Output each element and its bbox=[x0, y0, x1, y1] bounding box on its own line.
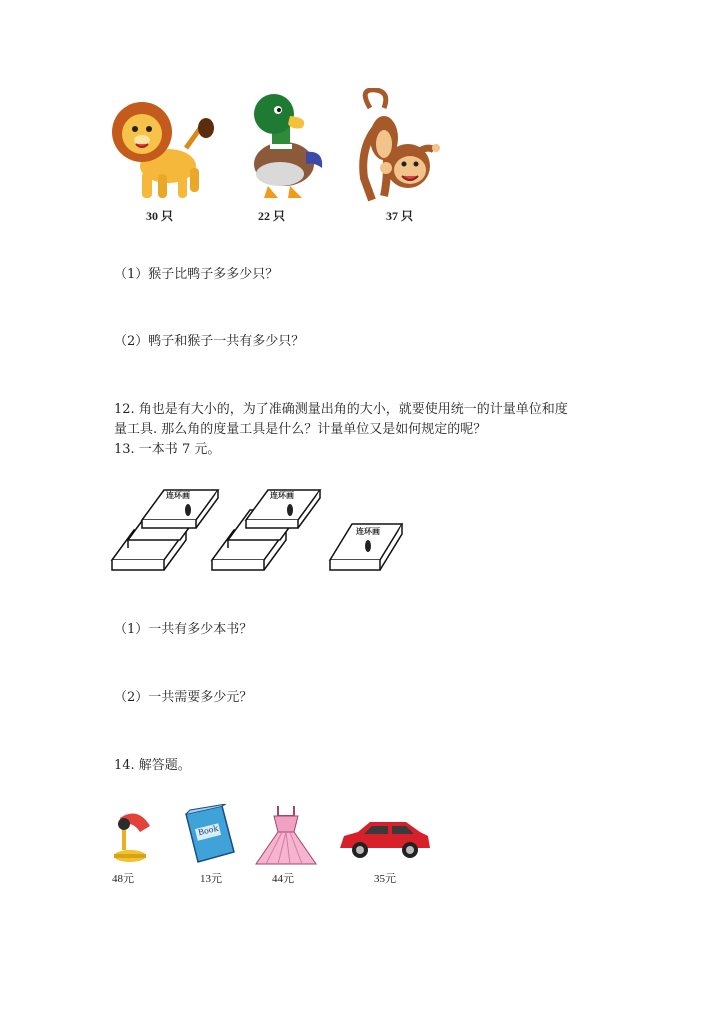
q13-title: 13. 一本书 7 元。 bbox=[114, 442, 221, 457]
q14-title: 14. 解答题。 bbox=[114, 758, 191, 773]
book-cover-label-3: 连环画 bbox=[356, 526, 380, 536]
lion-icon bbox=[106, 96, 214, 204]
lamp-price: 48元 bbox=[112, 873, 134, 885]
duck-icon bbox=[244, 92, 328, 204]
car-price: 35元 bbox=[374, 873, 396, 885]
desk-lamp-icon bbox=[110, 808, 154, 864]
dress-icon bbox=[254, 804, 318, 866]
duck-picture bbox=[244, 92, 328, 204]
book-cover-label-1: 连环画 bbox=[166, 490, 190, 500]
duck-count: 22 只 bbox=[258, 209, 286, 223]
monkey-picture bbox=[350, 88, 440, 206]
monkey-count: 37 只 bbox=[386, 209, 414, 223]
book-icon bbox=[182, 804, 238, 866]
monkey-icon bbox=[350, 88, 440, 206]
lion-count: 30 只 bbox=[146, 209, 174, 223]
book-cover-label-2: 连环画 bbox=[270, 490, 294, 500]
lamp-picture bbox=[110, 808, 154, 864]
car-picture bbox=[336, 818, 432, 862]
dress-price: 44元 bbox=[272, 873, 294, 885]
q12-line2: 量工具. 那么角的度量工具是什么？计量单位又是如何规定的呢？ bbox=[114, 422, 487, 437]
book-picture bbox=[182, 804, 238, 866]
q12-line1: 12. 角也是有大小的，为了准确测量出角的大小，就要使用统一的计量单位和度 bbox=[114, 402, 568, 417]
dress-picture bbox=[254, 804, 318, 866]
q11-sub1: （1）猴子比鸭子多多少只？ bbox=[114, 267, 279, 282]
q13-sub2: （2）一共需要多少元？ bbox=[114, 690, 253, 705]
car-icon bbox=[336, 818, 432, 862]
lion-picture bbox=[106, 96, 214, 204]
q13-sub1: （1）一共有多少本书？ bbox=[114, 622, 253, 637]
book-cover-text: Book bbox=[197, 823, 220, 838]
book-price: 13元 bbox=[200, 873, 222, 885]
q11-sub2: （2）鸭子和猴子一共有多少只？ bbox=[114, 334, 305, 349]
book-stacks-figure bbox=[108, 486, 408, 578]
